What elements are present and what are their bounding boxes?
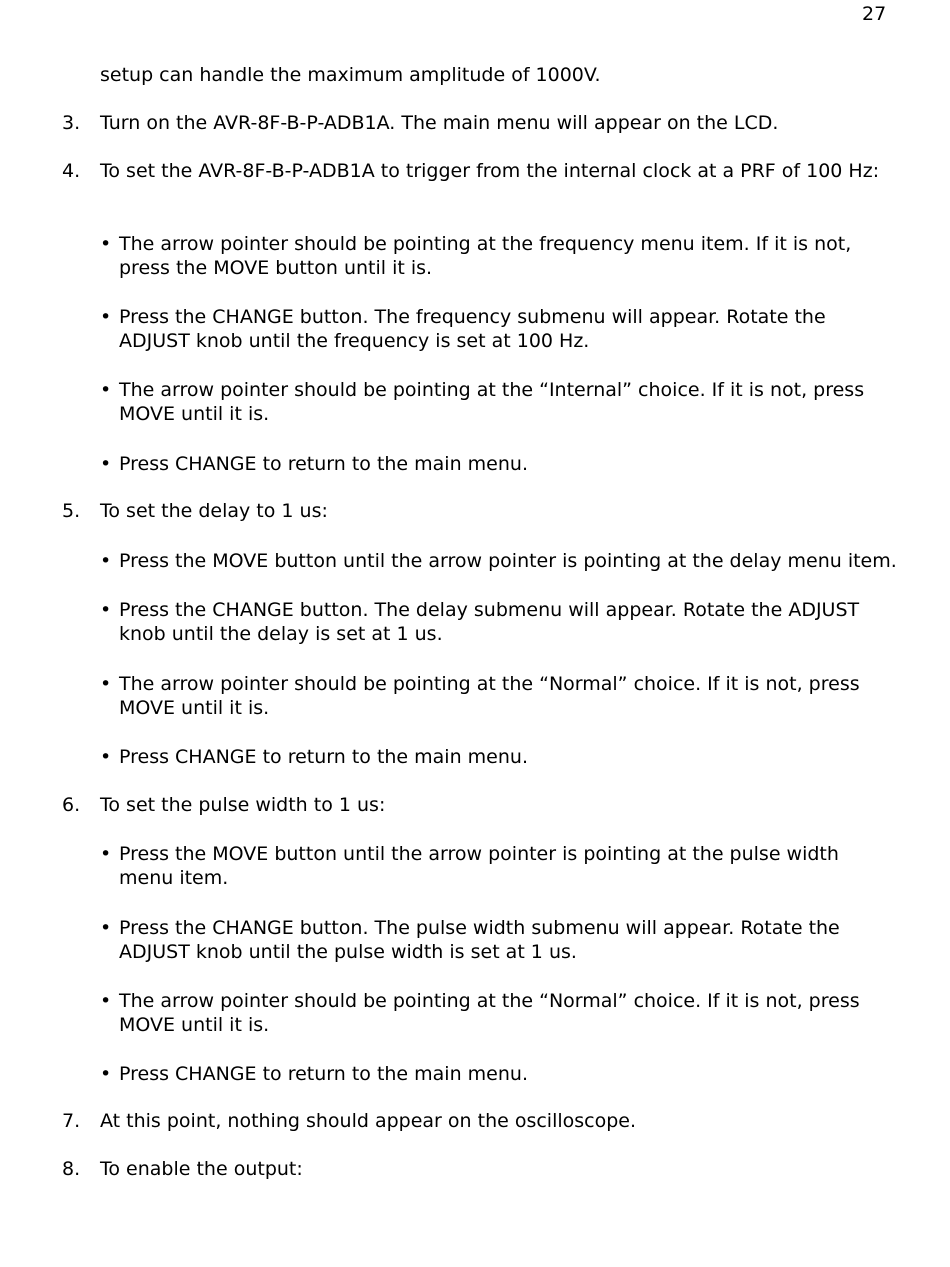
bullet-dot-icon: •	[100, 1063, 112, 1085]
bullet-text: The arrow pointer should be pointing at the “Normal” choice. If it is not, press MOVE until it is.	[119, 990, 860, 1036]
bullet-text: Press the CHANGE button. The pulse width submenu will appear. Rotate the ADJUST knob until the pulse width is set at 1 us.	[119, 917, 840, 963]
bullet-text: The arrow pointer should be pointing at the frequency menu item. If it is not, press the MOVE button until it is.	[119, 233, 852, 279]
bullet-dot-icon: •	[100, 550, 112, 572]
bullet-dot-icon: •	[100, 917, 112, 939]
bullet-text: Press the MOVE button until the arrow pointer is pointing at the delay menu item.	[119, 550, 897, 572]
step-text: To set the pulse width to 1 us:	[100, 794, 386, 816]
bullet-text: The arrow pointer should be pointing at the “Normal” choice. If it is not, press MOVE until it is.	[119, 673, 860, 719]
bullet-dot-icon: •	[100, 673, 112, 695]
step-text: To set the delay to 1 us:	[100, 500, 328, 522]
step-number: 8.	[62, 1158, 81, 1180]
step-number: 7.	[62, 1110, 81, 1132]
intro-line: setup can handle the maximum amplitude of 1000V.	[100, 64, 601, 86]
bullet-text: Press the MOVE button until the arrow pointer is pointing at the pulse width menu item.	[119, 843, 839, 889]
bullet-dot-icon: •	[100, 843, 112, 865]
bullet-dot-icon: •	[100, 746, 112, 768]
step-text: To set the AVR-8F-B-P-ADB1A to trigger from the internal clock at a PRF of 100 Hz:	[100, 160, 880, 182]
bullet-text: Press CHANGE to return to the main menu.	[119, 453, 528, 475]
bullet-text: Press the CHANGE button. The delay submenu will appear. Rotate the ADJUST knob until the delay is set at 1 us.	[119, 599, 860, 645]
bullet-dot-icon: •	[100, 233, 112, 255]
bullet-dot-icon: •	[100, 379, 112, 401]
step-text: Turn on the AVR-8F-B-P-ADB1A. The main menu will appear on the LCD.	[100, 112, 779, 134]
bullet-dot-icon: •	[100, 453, 112, 475]
step-text: To enable the output:	[100, 1158, 303, 1180]
bullet-text: Press CHANGE to return to the main menu.	[119, 1063, 528, 1085]
bullet-dot-icon: •	[100, 306, 112, 328]
step-number: 5.	[62, 500, 81, 522]
bullet-text: Press CHANGE to return to the main menu.	[119, 746, 528, 768]
bullet-dot-icon: •	[100, 599, 112, 621]
step-number: 6.	[62, 794, 81, 816]
bullet-text: Press the CHANGE button. The frequency submenu will appear. Rotate the ADJUST knob until the frequency is set at 100 Hz.	[119, 306, 826, 352]
step-number: 3.	[62, 112, 81, 134]
step-number: 4.	[62, 160, 81, 182]
page-number: 27	[862, 3, 887, 25]
bullet-text: The arrow pointer should be pointing at the “Internal” choice. If it is not, press MOVE until it is.	[119, 379, 865, 425]
bullet-dot-icon: •	[100, 990, 112, 1012]
step-text: At this point, nothing should appear on the oscilloscope.	[100, 1110, 637, 1132]
